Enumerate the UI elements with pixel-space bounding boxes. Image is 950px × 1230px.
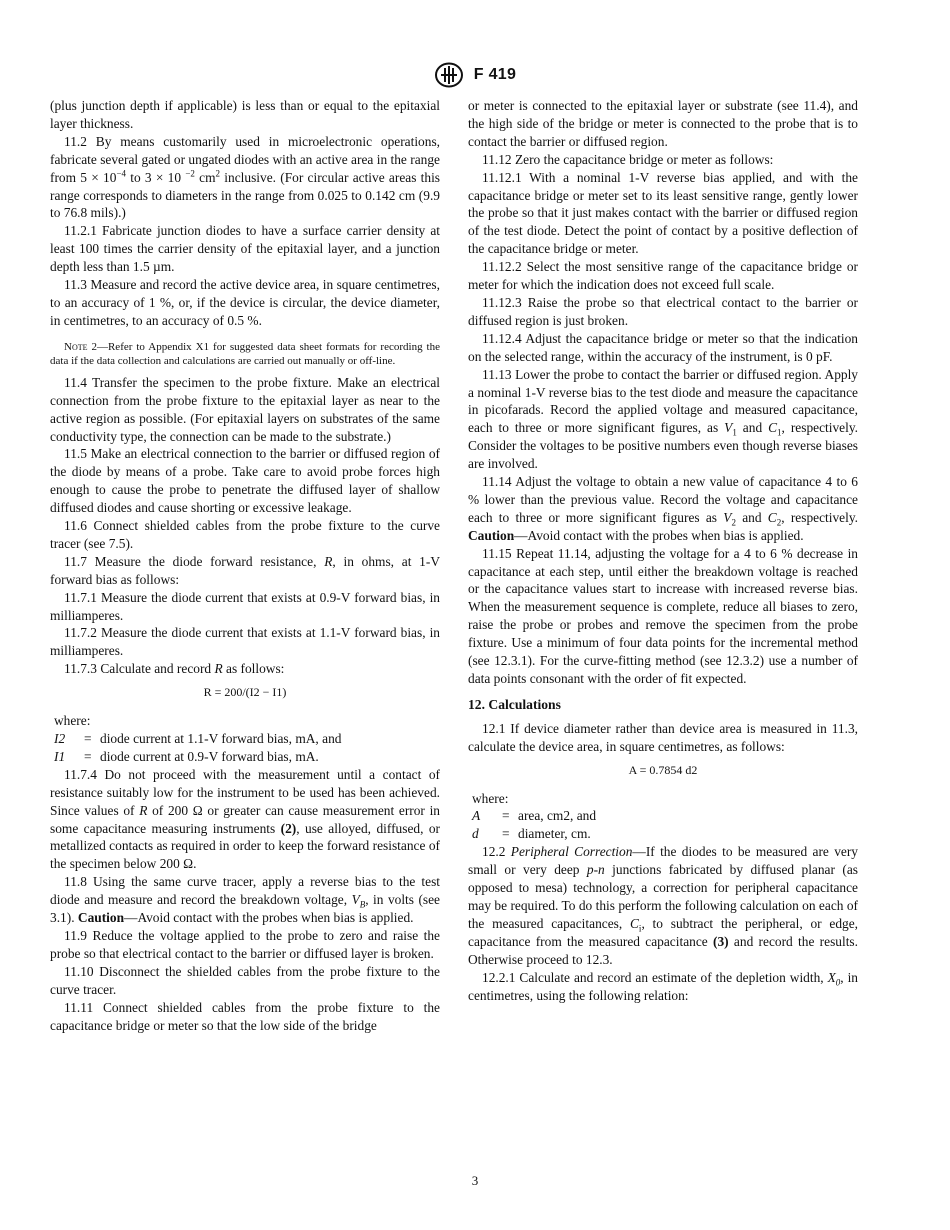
paragraph-11-12-3: 11.12.3 Raise the probe so that electrical contact to the barrier or diffused region is just broken. [468,294,858,328]
paragraph-11-2-1: 11.2.1 Fabricate junction diodes to have a surface carrier density at least 100 times the carrier density of the epitaxial layer, and a junction depth less than 1.5 µm. [50,223,440,275]
left-column [50,97,440,1034]
paragraph-11-4: 11.4 Transfer the specimen to the probe fixture. Make an electrical connection from the probe fixture to the epitaxial layer as near to the active region as possible. (For epitaxial layers on substrates of the same conductivity type, the connection can be made to the substrate.) [50,374,440,444]
equation-area: A = 0.7854 d2 [628,762,698,777]
paragraph-11-6: 11.6 Connect shielded cables from the probe fixture to the curve tracer (see 7.5). [50,518,440,551]
astm-logo-icon [434,62,464,88]
page-number: 3 [471,1173,479,1188]
definition-i1: I1 = diode current at 0.9-V forward bias, mA. [54,748,319,764]
paragraph-12-2-1: 12.2.1 Calculate and record an estimate of the depletion width, $X_0$, in centimetres, using the following relation: [468,969,858,1003]
paragraph-11-13: 11.13 Lower the probe to contact the barrier or diffused region. Apply a nominal 1-V reverse bias to the test diode and measure the capacitance in picofarads. Record the applied voltage and measured capacitance, each to three or more significant figures, as $V_1$ and $C_1$, respectively. Consider the voltages to be positive numbers even though reverse biases are involved. [468,366,858,472]
definition-d: d = diameter, cm. [472,826,591,842]
paragraph-12-1: 12.1 If device diameter rather than device area is measured in 11.3, calculate the device area, in square centimetres, as follows: [468,720,858,754]
paragraph-11-15: 11.15 Repeat 11.14, adjusting the voltage for a 4 to 6 % decrease in capacitance at each step, until either the breakdown voltage is reached or the capacitance values start to increase with increased reverse bias. When the measurement sequence is complete, reduce all biases to zero, raise the probe or probes and remove the specimen from the probe fixture. Use a minimum of four data points for the incremental method (see 12.3.1). For the curve-fitting method (see 12.3.2) use a number of data points consonant with the order of fit expected. [468,545,858,686]
paragraph: (plus junction depth if applicable) is less than or equal to the epitaxial layer thickness. [50,98,440,131]
paragraph-11-7-2: 11.7.2 Measure the diode current that exists at 1.1-V forward bias, in milliamperes. [50,625,440,659]
definition-a: A = area, cm2, and [472,808,597,824]
paragraph-11-7: 11.7 Measure the diode forward resistance, R, in ohms, at 1-V forward bias as follows: [50,553,440,587]
paragraph-11-9: 11.9 Reduce the voltage applied to the probe to zero and raise the probe so that electrical contact to the barrier or diffused layer is broken. [50,927,440,961]
paragraph-11-12-2: 11.12.2 Select the most sensitive range of the capacitance bridge or meter for which the indication does not exceed full scale. [468,259,858,293]
paragraph-11-3: 11.3 Measure and record the active device area, in square centimetres, to an accuracy of 1 %, or, if the device is circular, the device diameter, in centimetres, to an accuracy of 0.5 %. [50,277,440,328]
definition-i2: I2 = diode current at 1.1-V forward bias, mA, and [54,731,342,746]
paragraph-11-2: 11.2 By means customarily used in microelectronic operations, fabricate several gated or ungated diodes with an active area in the range from $5 \times 10^{-4}$ to 3 × 10 $^{-2}$ $cm^2$ inclusive. (For circular active areas this range corresponds to diameters in the range from 0.025 to 0.142 cm (9.9 to 76.8 mils).) [50,133,441,221]
right-column [468,97,858,1004]
page-header [0,62,950,88]
note-2: Note 2—Refer to Appendix X1 for suggested data sheet formats for recording the data if the data collection and calculations are carried out manually or off-line. [50,340,440,367]
paragraph-11-8: 11.8 Using the same curve tracer, apply a reverse bias to the test diode and measure and record the breakdown voltage, $V_B$, in volts (see 3.1). Caution—Avoid contact with the probes when bias is applied. [50,874,441,926]
paragraph-11-12-1: 11.12.1 With a nominal 1-V reverse bias applied, and with the capacitance bridge or meter set to its least sensitive range, gently lower the probe so that it just makes contact with the barrier or diffused region of the test diode. Detect the point of contact by a positive deflection of the capacitance bridge or meter. [468,169,858,257]
paragraph-11-5: 11.5 Make an electrical connection to the barrier or diffused region of the diode by means of a probe. Take care to avoid probe forces high enough to cause the probe to penetrate the diffused layer of shallow diffused diodes and cause shorting or excessive leakage. [50,446,440,516]
section-heading-calculations: 12. Calculations [468,696,561,712]
paragraph: or meter is connected to the epitaxial layer or substrate (see 11.4), and the high side of the bridge or meter is connected to the probe that is to contact the barrier or diffused region. [468,98,858,149]
paragraph-11-10: 11.10 Disconnect the shielded cables from the probe fixture to the curve tracer. [50,963,440,997]
where-label: where: [54,713,91,729]
paragraph-12-2: 12.2 Peripheral Correction—If the diodes to be measured are very small or very deep p-n junctions fabricated by diffused planar (as opposed to mesa) technology, a correction for peripheral capacitance may be required. To do this perform the following calculation on each of the measured capacitances, $C_i$, to subtract the peripheral, or edge, capacitance from the measured capacitance (3) and record the results. Otherwise proceed to 12.3. [468,844,858,967]
paragraph-11-12: 11.12 Zero the capacitance bridge or meter as follows: [482,151,774,167]
equation-resistance: R = 200/(I2 − I1) [203,685,287,700]
paragraph-11-11: 11.11 Connect shielded cables from the probe fixture to the capacitance bridge or meter so that the low side of the bridge [50,999,440,1033]
paragraph-11-12-4: 11.12.4 Adjust the capacitance bridge or meter so that the indication on the selected range, within the accuracy of the instrument, is 0 pF. [468,330,858,364]
paragraph-11-7-3: 11.7.3 Calculate and record R as follows: [64,661,285,677]
where-label: where: [472,790,509,806]
document-id: F 419 [473,66,517,83]
paragraph-11-14: 11.14 Adjust the voltage to obtain a new value of capacitance 4 to 6 % lower than the previous value. Record the voltage and capacitance each to three or more significant figures as $V_2$ and $C_2$, respectively. Caution—Avoid contact with the probes when bias is applied. [468,474,859,543]
paragraph-11-7-4: 11.7.4 Do not proceed with the measurement until a contact of resistance suitably low for the instrument to be used has been achieved. Since values of R of 200 Ω or greater can cause measurement error in some capacitance measuring instruments (2), use alloyed, diffused, or metallized contacts as required in order to keep the forward resistance of the specimen below 200 Ω. [50,766,441,872]
paragraph-11-7-1: 11.7.1 Measure the diode current that exists at 0.9-V forward bias, in milliamperes. [50,589,440,623]
